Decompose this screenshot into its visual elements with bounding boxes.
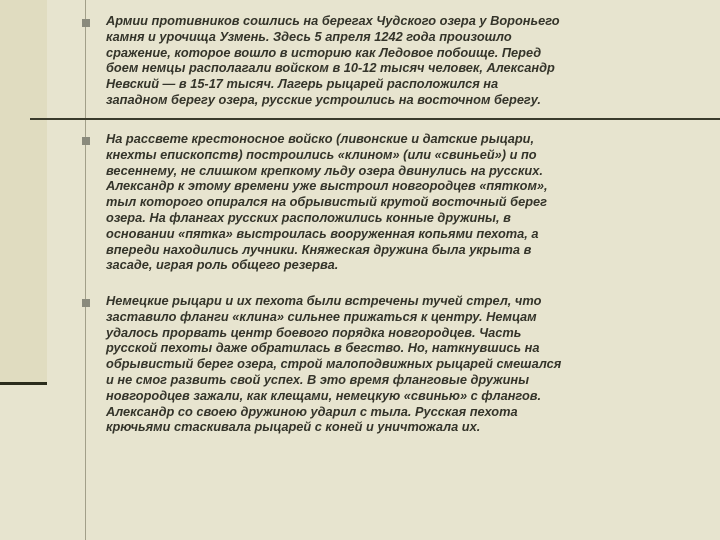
- paragraph-2: На рассвете крестоносное войско (ливонские и датские рыцари, кнехты епископств) построились «клином» (или «свиньей») и по весеннему, не слишком крепкому льду озера двинулись на русских. Александр к этому времени уже выстроил новгородцев «пятком», тыл которого опирался на обрывистый крутой восточный берег озера. На флангах русских расположились конные дружины, в основании «пятка» выстроилась вооруженная копьями пехота, а впереди находились лучники. Княжеская дружина была укрыта в засаде, играя роль общего резерва.: [106, 131, 548, 273]
- paragraph-3: Немецкие рыцари и их пехота были встречены тучей стрел, что заставило фланги «клина» сильнее прижаться к центру. Немцам удалось прорвать центр боевого порядка новгородцев. Часть русской пехоты даже обратилась в бегство. Но, наткнувшись на обрывистый берег озера, строй малоподвижных рыцарей смешался и не смог развить свой успех. В это время фланговые дружины новгородцев зажали, как клещами, немецкую «свинью» с флангов. Александр со своею дружиною ударил с тыла. Русская пехота крючьями стаскивала рыцарей с коней и уничтожала их.: [106, 293, 562, 435]
- bullet-square-icon: [82, 137, 90, 145]
- paragraph-1: Армии противников сошлись на берегах Чудского озера у Вороньего камня и урочища Узмень. Здесь 5 апреля 1242 года произошло сражение, которое вошло в историю как Ледовое побоище. Перед боем немцы располагали войском в 10-12 тысяч человек, Александр Невский — в 15-17 тысяч. Лагерь рыцарей расположился на западном берегу озера, русские устроились на восточном берегу.: [106, 13, 560, 107]
- bullet-square-icon: [82, 299, 90, 307]
- bullet-square-icon: [82, 19, 90, 27]
